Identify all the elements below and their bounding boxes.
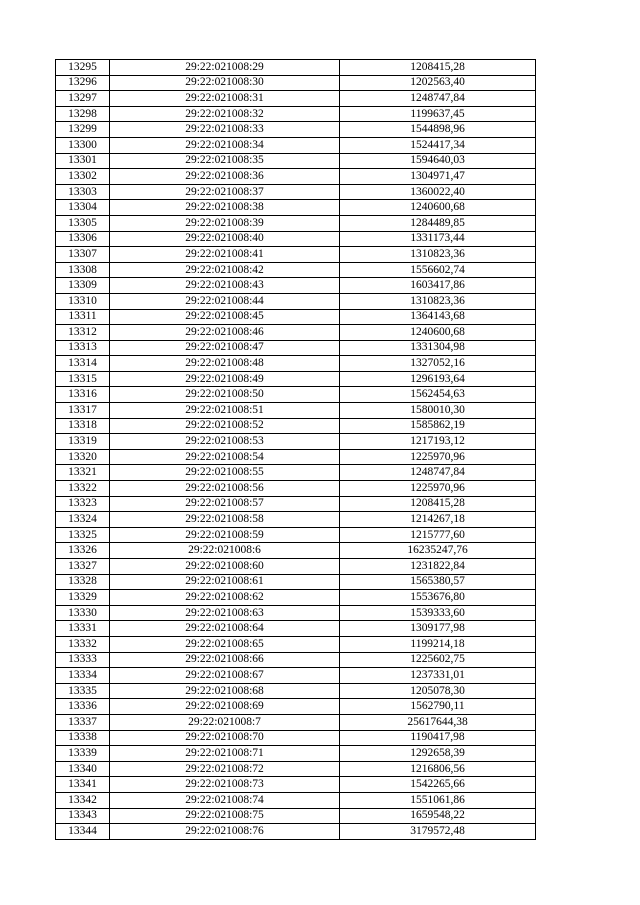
value-cell: 1565380,57 [340, 574, 536, 590]
value-cell: 1284489,85 [340, 215, 536, 231]
value-cell: 1202563,40 [340, 75, 536, 91]
cadastral-number-cell: 29:22:021008:60 [110, 559, 340, 575]
cadastral-number-cell: 29:22:021008:64 [110, 621, 340, 637]
cadastral-number-cell: 29:22:021008:72 [110, 761, 340, 777]
row-number-cell: 13325 [56, 527, 110, 543]
table-row [56, 371, 536, 387]
row-number-cell: 13329 [56, 590, 110, 606]
row-number-cell: 13320 [56, 449, 110, 465]
value-cell: 1225970,96 [340, 449, 536, 465]
row-number-cell: 13299 [56, 122, 110, 138]
cadastral-number-cell: 29:22:021008:74 [110, 792, 340, 808]
row-number-cell: 13326 [56, 543, 110, 559]
value-cell: 1248747,84 [340, 91, 536, 107]
cadastral-number-cell: 29:22:021008:67 [110, 668, 340, 684]
cadastral-number-cell: 29:22:021008:38 [110, 200, 340, 216]
table-row [56, 247, 536, 263]
value-cell: 1553676,80 [340, 590, 536, 606]
value-cell: 1225602,75 [340, 652, 536, 668]
table-row [56, 792, 536, 808]
table-row [56, 574, 536, 590]
table-row [56, 122, 536, 138]
cadastral-number-cell: 29:22:021008:47 [110, 340, 340, 356]
cadastral-number-cell: 29:22:021008:62 [110, 590, 340, 606]
cadastral-number-cell: 29:22:021008:51 [110, 403, 340, 419]
value-cell: 1190417,98 [340, 730, 536, 746]
row-number-cell: 13342 [56, 792, 110, 808]
cadastral-number-cell: 29:22:021008:35 [110, 153, 340, 169]
row-number-cell: 13321 [56, 465, 110, 481]
cadastral-number-cell: 29:22:021008:65 [110, 636, 340, 652]
table-row [56, 184, 536, 200]
value-cell: 1248747,84 [340, 465, 536, 481]
table-row [56, 60, 536, 76]
cadastral-number-cell: 29:22:021008:39 [110, 215, 340, 231]
cadastral-number-cell: 29:22:021008:44 [110, 293, 340, 309]
row-number-cell: 13309 [56, 278, 110, 294]
row-number-cell: 13323 [56, 496, 110, 512]
value-cell: 1580010,30 [340, 403, 536, 419]
row-number-cell: 13337 [56, 714, 110, 730]
cadastral-number-cell: 29:22:021008:75 [110, 808, 340, 824]
cadastral-value-table [55, 59, 536, 840]
table-row [56, 325, 536, 341]
table-row [56, 387, 536, 403]
cadastral-number-cell: 29:22:021008:56 [110, 481, 340, 497]
table-row [56, 668, 536, 684]
cadastral-number-cell: 29:22:021008:40 [110, 231, 340, 247]
row-number-cell: 13327 [56, 559, 110, 575]
cadastral-number-cell: 29:22:021008:7 [110, 714, 340, 730]
row-number-cell: 13297 [56, 91, 110, 107]
cadastral-number-cell: 29:22:021008:53 [110, 434, 340, 450]
table-row [56, 231, 536, 247]
table-row [56, 808, 536, 824]
table-row [56, 262, 536, 278]
value-cell: 1214267,18 [340, 512, 536, 528]
cadastral-number-cell: 29:22:021008:32 [110, 106, 340, 122]
row-number-cell: 13307 [56, 247, 110, 263]
row-number-cell: 13340 [56, 761, 110, 777]
row-number-cell: 13310 [56, 293, 110, 309]
row-number-cell: 13328 [56, 574, 110, 590]
table-row [56, 527, 536, 543]
table-row [56, 777, 536, 793]
table-row [56, 169, 536, 185]
cadastral-number-cell: 29:22:021008:58 [110, 512, 340, 528]
cadastral-number-cell: 29:22:021008:73 [110, 777, 340, 793]
value-cell: 1225970,96 [340, 481, 536, 497]
value-cell: 1562454,63 [340, 387, 536, 403]
value-cell: 1364143,68 [340, 309, 536, 325]
cadastral-number-cell: 29:22:021008:43 [110, 278, 340, 294]
value-cell: 1199637,45 [340, 106, 536, 122]
row-number-cell: 13315 [56, 371, 110, 387]
value-cell: 1542265,66 [340, 777, 536, 793]
row-number-cell: 13298 [56, 106, 110, 122]
row-number-cell: 13334 [56, 668, 110, 684]
value-cell: 1215777,60 [340, 527, 536, 543]
table-row [56, 481, 536, 497]
cadastral-number-cell: 29:22:021008:29 [110, 60, 340, 76]
row-number-cell: 13339 [56, 746, 110, 762]
value-cell: 1331173,44 [340, 231, 536, 247]
cadastral-number-cell: 29:22:021008:30 [110, 75, 340, 91]
table-row [56, 652, 536, 668]
value-cell: 1240600,68 [340, 325, 536, 341]
value-cell: 1551061,86 [340, 792, 536, 808]
cadastral-number-cell: 29:22:021008:50 [110, 387, 340, 403]
cadastral-number-cell: 29:22:021008:36 [110, 169, 340, 185]
table-row [56, 75, 536, 91]
row-number-cell: 13333 [56, 652, 110, 668]
cadastral-number-cell: 29:22:021008:71 [110, 746, 340, 762]
row-number-cell: 13303 [56, 184, 110, 200]
value-cell: 1310823,36 [340, 293, 536, 309]
table-row [56, 559, 536, 575]
table-row [56, 106, 536, 122]
row-number-cell: 13302 [56, 169, 110, 185]
table-row [56, 512, 536, 528]
row-number-cell: 13308 [56, 262, 110, 278]
row-number-cell: 13295 [56, 60, 110, 76]
table-row [56, 215, 536, 231]
value-cell: 3179572,48 [340, 824, 536, 840]
value-cell: 1331304,98 [340, 340, 536, 356]
table-row [56, 824, 536, 840]
cadastral-number-cell: 29:22:021008:49 [110, 371, 340, 387]
cadastral-number-cell: 29:22:021008:41 [110, 247, 340, 263]
table-row [56, 730, 536, 746]
row-number-cell: 13305 [56, 215, 110, 231]
value-cell: 1216806,56 [340, 761, 536, 777]
row-number-cell: 13314 [56, 356, 110, 372]
table-row [56, 761, 536, 777]
value-cell: 1208415,28 [340, 496, 536, 512]
row-number-cell: 13312 [56, 325, 110, 341]
row-number-cell: 13343 [56, 808, 110, 824]
row-number-cell: 13311 [56, 309, 110, 325]
cadastral-number-cell: 29:22:021008:37 [110, 184, 340, 200]
cadastral-number-cell: 29:22:021008:6 [110, 543, 340, 559]
cadastral-number-cell: 29:22:021008:57 [110, 496, 340, 512]
row-number-cell: 13332 [56, 636, 110, 652]
cadastral-number-cell: 29:22:021008:61 [110, 574, 340, 590]
cadastral-number-cell: 29:22:021008:46 [110, 325, 340, 341]
table-row [56, 605, 536, 621]
value-cell: 25617644,38 [340, 714, 536, 730]
row-number-cell: 13304 [56, 200, 110, 216]
value-cell: 1240600,68 [340, 200, 536, 216]
cadastral-number-cell: 29:22:021008:76 [110, 824, 340, 840]
cadastral-number-cell: 29:22:021008:66 [110, 652, 340, 668]
value-cell: 16235247,76 [340, 543, 536, 559]
cadastral-number-cell: 29:22:021008:59 [110, 527, 340, 543]
table-row [56, 621, 536, 637]
cadastral-number-cell: 29:22:021008:69 [110, 699, 340, 715]
row-number-cell: 13300 [56, 137, 110, 153]
cadastral-number-cell: 29:22:021008:48 [110, 356, 340, 372]
row-number-cell: 13344 [56, 824, 110, 840]
row-number-cell: 13331 [56, 621, 110, 637]
cadastral-number-cell: 29:22:021008:45 [110, 309, 340, 325]
value-cell: 1556602,74 [340, 262, 536, 278]
table-row [56, 683, 536, 699]
value-cell: 1205078,30 [340, 683, 536, 699]
table-row [56, 91, 536, 107]
row-number-cell: 13316 [56, 387, 110, 403]
value-cell: 1524417,34 [340, 137, 536, 153]
row-number-cell: 13341 [56, 777, 110, 793]
value-cell: 1659548,22 [340, 808, 536, 824]
row-number-cell: 13335 [56, 683, 110, 699]
table-row [56, 449, 536, 465]
table-row [56, 543, 536, 559]
value-cell: 1199214,18 [340, 636, 536, 652]
value-cell: 1585862,19 [340, 418, 536, 434]
value-cell: 1296193,64 [340, 371, 536, 387]
cadastral-number-cell: 29:22:021008:70 [110, 730, 340, 746]
row-number-cell: 13313 [56, 340, 110, 356]
table-row [56, 137, 536, 153]
row-number-cell: 13338 [56, 730, 110, 746]
cadastral-number-cell: 29:22:021008:34 [110, 137, 340, 153]
row-number-cell: 13306 [56, 231, 110, 247]
value-cell: 1594640,03 [340, 153, 536, 169]
table-row [56, 636, 536, 652]
table-row [56, 746, 536, 762]
cadastral-number-cell: 29:22:021008:42 [110, 262, 340, 278]
table-row [56, 309, 536, 325]
value-cell: 1544898,96 [340, 122, 536, 138]
row-number-cell: 13317 [56, 403, 110, 419]
cadastral-number-cell: 29:22:021008:55 [110, 465, 340, 481]
table-row [56, 434, 536, 450]
value-cell: 1208415,28 [340, 60, 536, 76]
cadastral-number-cell: 29:22:021008:54 [110, 449, 340, 465]
cadastral-number-cell: 29:22:021008:52 [110, 418, 340, 434]
row-number-cell: 13318 [56, 418, 110, 434]
value-cell: 1310823,36 [340, 247, 536, 263]
row-number-cell: 13322 [56, 481, 110, 497]
table-row [56, 340, 536, 356]
value-cell: 1603417,86 [340, 278, 536, 294]
table-row [56, 699, 536, 715]
table-row [56, 496, 536, 512]
value-cell: 1231822,84 [340, 559, 536, 575]
value-cell: 1562790,11 [340, 699, 536, 715]
cadastral-number-cell: 29:22:021008:31 [110, 91, 340, 107]
value-cell: 1327052,16 [340, 356, 536, 372]
table-row [56, 200, 536, 216]
table-row [56, 403, 536, 419]
table-row [56, 465, 536, 481]
table-row [56, 590, 536, 606]
row-number-cell: 13301 [56, 153, 110, 169]
row-number-cell: 13330 [56, 605, 110, 621]
cadastral-number-cell: 29:22:021008:63 [110, 605, 340, 621]
row-number-cell: 13324 [56, 512, 110, 528]
cadastral-number-cell: 29:22:021008:68 [110, 683, 340, 699]
value-cell: 1539333,60 [340, 605, 536, 621]
value-cell: 1217193,12 [340, 434, 536, 450]
table-row [56, 153, 536, 169]
row-number-cell: 13336 [56, 699, 110, 715]
table-body [56, 60, 536, 840]
table-row [56, 356, 536, 372]
cadastral-number-cell: 29:22:021008:33 [110, 122, 340, 138]
value-cell: 1237331,01 [340, 668, 536, 684]
value-cell: 1292658,39 [340, 746, 536, 762]
table-row [56, 418, 536, 434]
table-row [56, 714, 536, 730]
table-row [56, 293, 536, 309]
row-number-cell: 13319 [56, 434, 110, 450]
value-cell: 1304971,47 [340, 169, 536, 185]
table-row [56, 278, 536, 294]
value-cell: 1360022,40 [340, 184, 536, 200]
value-cell: 1309177,98 [340, 621, 536, 637]
row-number-cell: 13296 [56, 75, 110, 91]
